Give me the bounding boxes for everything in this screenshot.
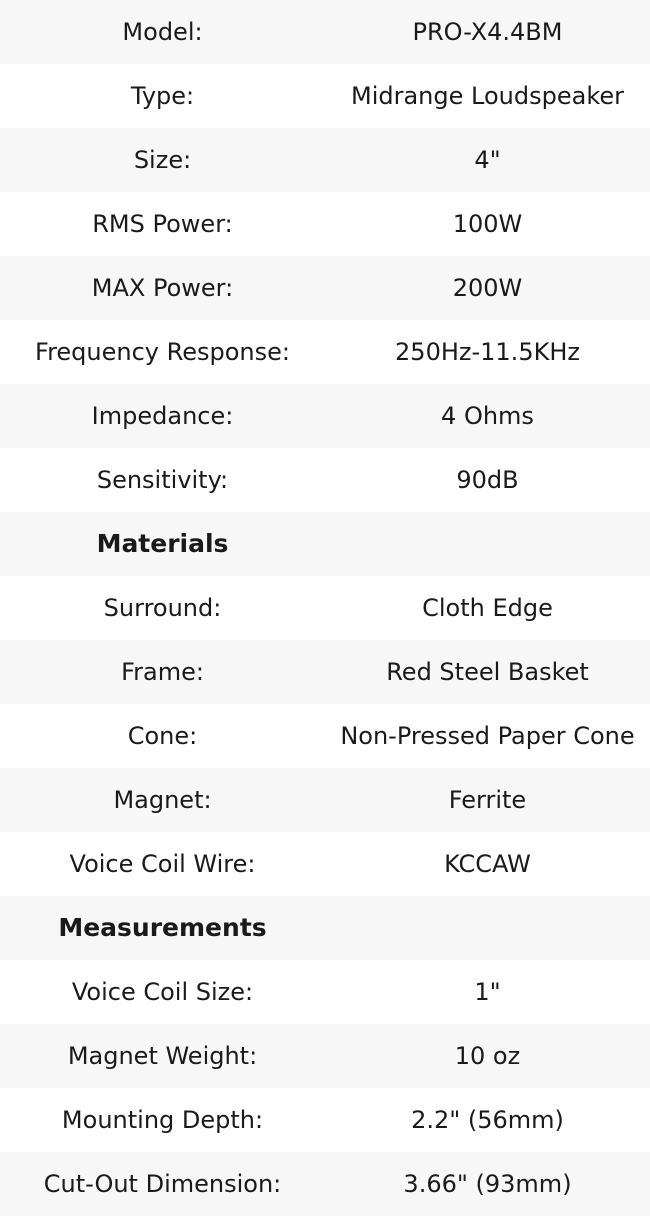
spec-row [0, 0, 650, 64]
spec-label: Magnet: [113, 785, 212, 814]
spec-row [0, 384, 650, 448]
spec-row [0, 960, 650, 1024]
spec-value: 4 Ohms [441, 401, 534, 430]
section-header-row [0, 896, 650, 960]
spec-label: RMS Power: [92, 209, 233, 238]
spec-value: PRO-X4.4BM [412, 17, 563, 46]
spec-row [0, 768, 650, 832]
section-title: Measurements [58, 913, 267, 942]
spec-value: 4" [474, 145, 501, 174]
spec-row [0, 448, 650, 512]
spec-value: 10 oz [454, 1041, 521, 1070]
spec-value: 1" [474, 977, 501, 1006]
spec-value: Red Steel Basket [386, 657, 589, 686]
section-header-row [0, 512, 650, 576]
spec-label: Type: [130, 81, 195, 110]
spec-label: Surround: [103, 593, 222, 622]
spec-row [0, 128, 650, 192]
spec-value: 200W [452, 273, 523, 302]
spec-label: Sensitivity: [96, 465, 229, 494]
spec-value: Non-Pressed Paper Cone [340, 721, 635, 750]
spec-value: 90dB [456, 465, 519, 494]
section-title: Materials [96, 529, 229, 558]
spec-row [0, 704, 650, 768]
spec-row [0, 1088, 650, 1152]
spec-label: Cut-Out Dimension: [43, 1169, 282, 1198]
spec-value: 2.2" (56mm) [411, 1105, 564, 1134]
spec-row [0, 640, 650, 704]
spec-row [0, 320, 650, 384]
spec-row [0, 64, 650, 128]
spec-label: Model: [122, 17, 203, 46]
spec-label: Voice Coil Size: [71, 977, 254, 1006]
spec-label: Impedance: [91, 401, 234, 430]
spec-label: Magnet Weight: [67, 1041, 258, 1070]
spec-label: Mounting Depth: [61, 1105, 264, 1134]
spec-value: KCCAW [444, 849, 531, 878]
spec-label: MAX Power: [91, 273, 234, 302]
spec-label: Size: [133, 145, 192, 174]
spec-row [0, 192, 650, 256]
spec-value: 250Hz-11.5KHz [395, 337, 580, 366]
spec-value: Ferrite [448, 785, 527, 814]
spec-label: Cone: [127, 721, 198, 750]
spec-value: Cloth Edge [422, 593, 553, 622]
spec-value: Midrange Loudspeaker [351, 81, 624, 110]
spec-row [0, 1024, 650, 1088]
spec-row [0, 576, 650, 640]
spec-label: Frame: [121, 657, 204, 686]
spec-row [0, 1152, 650, 1216]
spec-row [0, 256, 650, 320]
spec-row [0, 832, 650, 896]
spec-value: 100W [452, 209, 523, 238]
spec-value: 3.66" (93mm) [403, 1169, 572, 1198]
spec-label: Voice Coil Wire: [69, 849, 256, 878]
spec-label: Frequency Response: [35, 337, 290, 366]
